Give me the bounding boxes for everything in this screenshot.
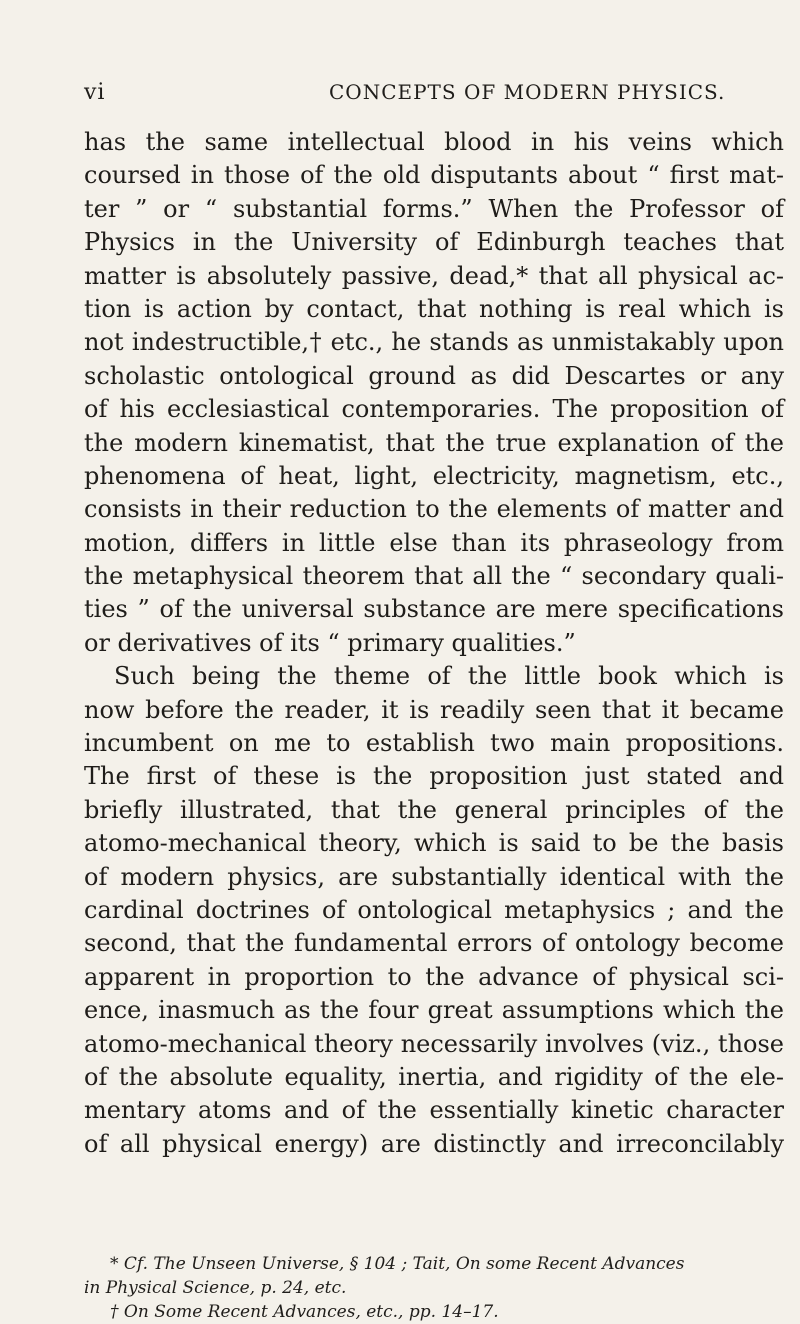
text-line: not indestructible,† etc., he stands as unmistakably upon [84, 328, 784, 357]
text-line: phenomena of heat, light, electricity, magnetism, etc., [84, 461, 784, 490]
text-line: tion is action by contact, that nothing is real which is [84, 294, 784, 323]
footnote-1: * Cf. The Unseen Universe, § 104 ; Tait, On some Recent Advances [110, 1254, 685, 1274]
page-number: vi [84, 80, 106, 105]
text-line: of his ecclesiastical contemporaries. The proposition of [84, 395, 784, 424]
text-line: The first of these is the proposition just stated and [84, 762, 784, 791]
body-text [84, 126, 784, 1161]
text-line: Such being the theme of the little book which is [114, 662, 784, 691]
text-line: or derivatives of its “ primary qualities.” [84, 628, 576, 657]
text-line: has the same intellectual blood in his veins which [84, 128, 784, 156]
footnote-2: † On Some Recent Advances, etc., pp. 14–17. [110, 1302, 499, 1322]
page-header [84, 80, 784, 110]
text-line: Physics in the University of Edinburgh teaches that [84, 228, 784, 257]
text-line: of the absolute equality, inertia, and rigidity of the ele- [84, 1062, 784, 1091]
running-title: CONCEPTS OF MODERN PHYSICS. [329, 80, 726, 104]
text-line: the metaphysical theorem that all the “ secondary quali- [84, 562, 784, 591]
text-line: atomo-mechanical theory, which is said to be the basis [84, 829, 784, 858]
footnotes [84, 1252, 784, 1324]
text-line: of all physical energy) are distinctly and irreconcilably [84, 1129, 784, 1158]
text-line: of modern physics, are substantially identical with the [84, 862, 784, 891]
text-line: briefly illustrated, that the general principles of the [84, 795, 784, 824]
text-line: motion, differs in little else than its phraseology from [84, 528, 784, 557]
footnote-1-continued: in Physical Science, p. 24, etc. [84, 1278, 347, 1298]
text-line: coursed in those of the old disputants about “ first mat- [84, 161, 784, 190]
text-line: ence, inasmuch as the four great assumptions which the [84, 996, 784, 1025]
text-line: apparent in proportion to the advance of physical sci- [84, 962, 784, 991]
text-line: ties ” of the universal substance are mere specifications [84, 595, 784, 624]
text-line: second, that the fundamental errors of ontology become [84, 929, 784, 958]
text-line: consists in their reduction to the elements of matter and [84, 495, 784, 524]
text-line: scholastic ontological ground as did Descartes or any [84, 361, 784, 390]
text-line: now before the reader, it is readily seen that it became [84, 695, 784, 724]
text-line: ter ” or “ substantial forms.” When the Professor of [84, 194, 784, 223]
text-line: atomo-mechanical theory necessarily involves (viz., those [84, 1029, 784, 1058]
text-line: incumbent on me to establish two main propositions. [84, 729, 784, 758]
text-line: the modern kinematist, that the true explanation of the [84, 428, 784, 457]
text-line: cardinal doctrines of ontological metaphysics ; and the [84, 895, 784, 924]
text-line: mentary atoms and of the essentially kinetic character [84, 1096, 784, 1125]
text-line: matter is absolutely passive, dead,* that all physical ac- [84, 261, 784, 290]
